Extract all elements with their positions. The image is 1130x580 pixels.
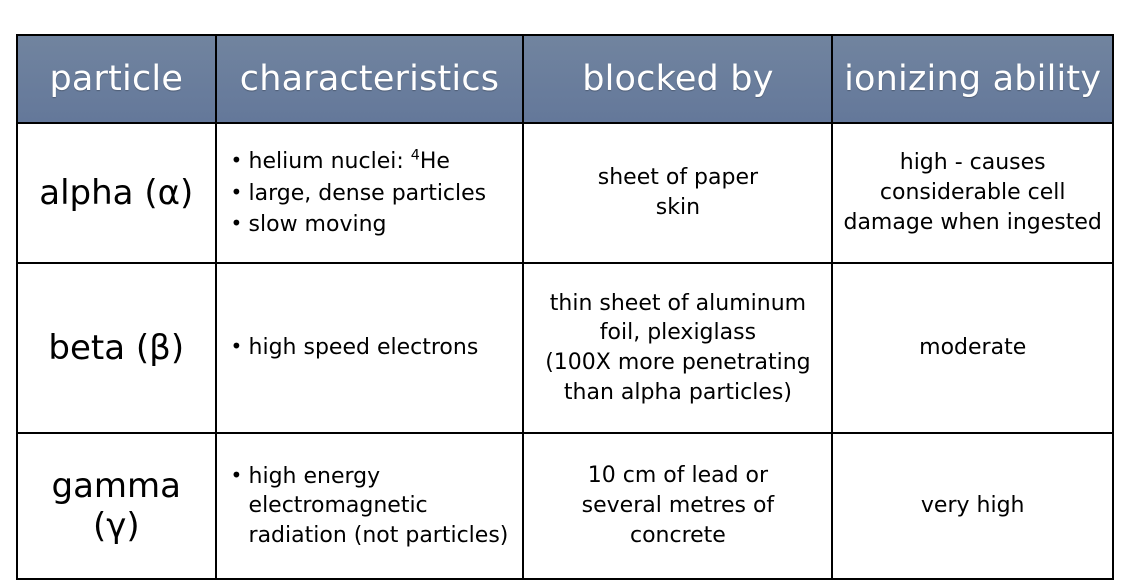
element-symbol: He — [419, 149, 450, 175]
column-header-blocked-by: blocked by — [523, 35, 832, 123]
list-item: • high speed electrons — [231, 333, 515, 362]
list-item: • high energy electromagnetic radiation (not particles) — [231, 462, 515, 550]
list-item — [231, 147, 515, 177]
column-header-particle: particle — [17, 35, 216, 123]
text-line: (γ) — [92, 506, 140, 546]
characteristics-list — [231, 333, 515, 362]
column-header-characteristics: characteristics — [216, 35, 524, 123]
cell-ionizing-ability-alpha — [832, 123, 1113, 263]
cell-blocked-by-gamma — [523, 433, 832, 579]
text-line: damage when ingested — [843, 209, 1102, 235]
cell-characteristics-beta — [216, 263, 524, 433]
cell-ionizing-ability-beta: moderate — [832, 263, 1113, 433]
mass-number-superscript: 4 — [410, 147, 420, 164]
text-line: 10 cm of lead or — [587, 463, 769, 489]
table-body — [17, 123, 1113, 579]
table-row — [17, 263, 1113, 433]
list-item: • large, dense particles — [231, 179, 515, 208]
table-header-row — [17, 35, 1113, 123]
list-item: • slow moving — [231, 210, 515, 239]
text-line: (100X more penetrating — [545, 350, 811, 375]
text-line: gamma — [51, 465, 182, 506]
table-row — [17, 123, 1113, 263]
cell-blocked-by-beta — [523, 263, 832, 433]
cell-blocked-by-alpha — [523, 123, 832, 263]
table-header — [17, 35, 1113, 123]
characteristics-list — [231, 462, 515, 550]
characteristics-list — [231, 147, 515, 239]
cell-characteristics-gamma — [216, 433, 524, 579]
text-line: skin — [655, 195, 701, 220]
cell-particle-beta: beta (β) — [17, 263, 216, 433]
text-line: thin sheet of aluminum — [549, 290, 807, 316]
table-row — [17, 433, 1113, 579]
text-line: high - causes — [899, 150, 1046, 176]
alpha-char-text: helium nuclei: — [248, 149, 411, 175]
text-line: concrete — [629, 522, 726, 548]
cell-particle-gamma — [17, 433, 216, 579]
text-line: several metres of — [581, 493, 775, 519]
text-line: than alpha particles) — [563, 379, 792, 405]
text-line: sheet of paper — [597, 165, 759, 191]
text-line: foil, plexiglass — [599, 320, 757, 346]
cell-ionizing-ability-gamma: very high — [832, 433, 1113, 579]
radiation-types-table — [16, 34, 1114, 580]
cell-particle-alpha: alpha (α) — [17, 123, 216, 263]
column-header-ionizing-ability: ionizing ability — [832, 35, 1113, 123]
text-line: considerable cell — [879, 180, 1066, 206]
cell-characteristics-alpha — [216, 123, 524, 263]
